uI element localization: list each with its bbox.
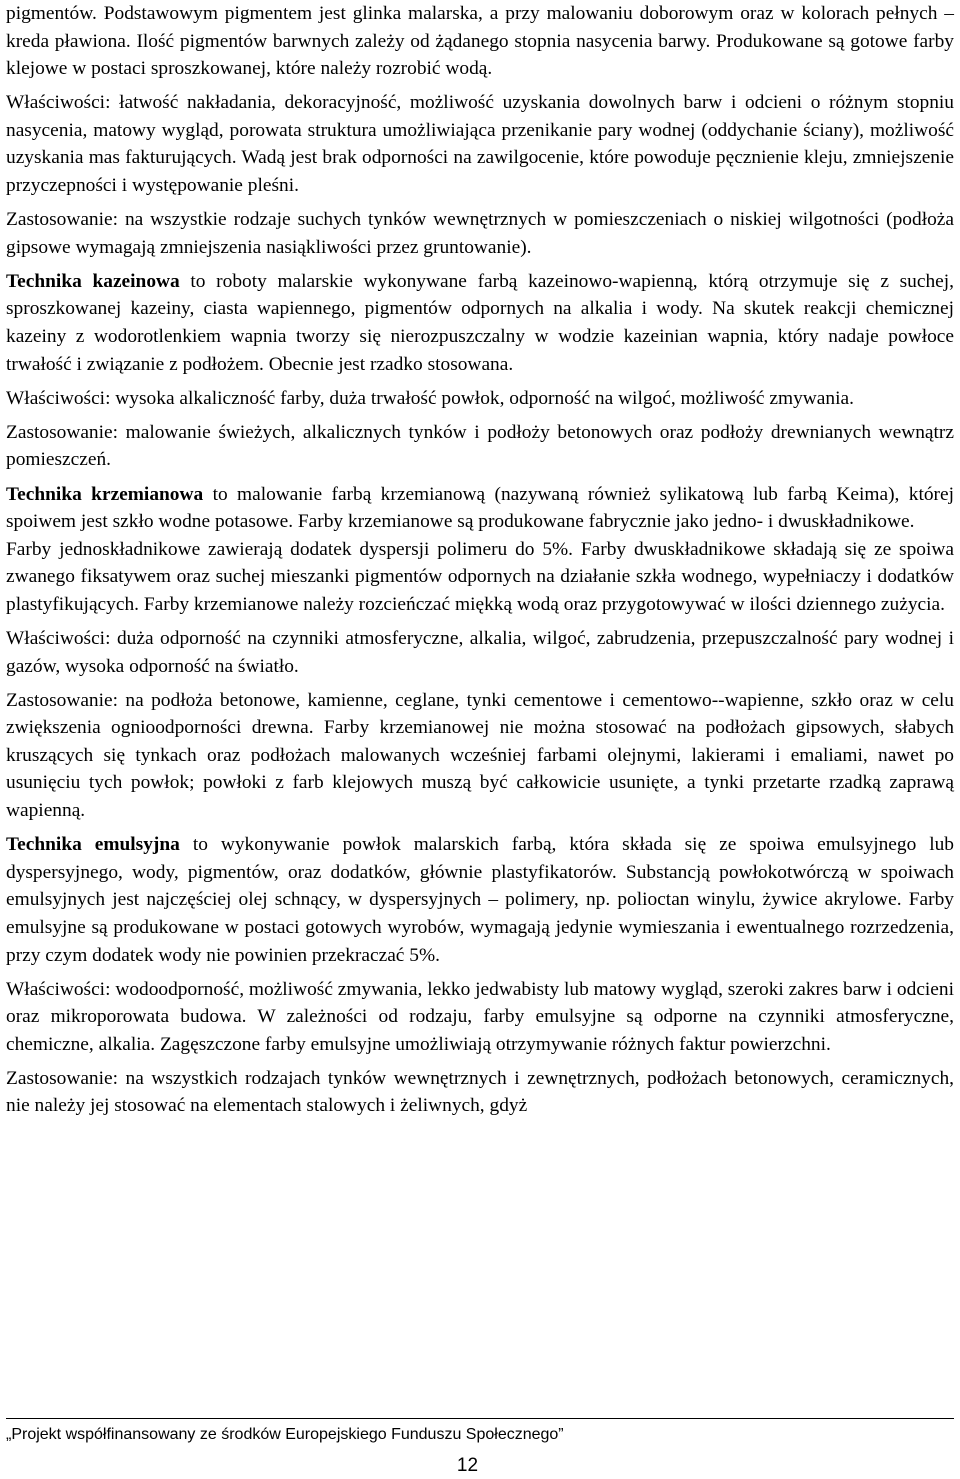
paragraph-krzemianowa-application: Zastosowanie: na podłoża betonowe, kamienne, ceglane, tynki cementowe i cementowo--wapienne, szkło oraz w celu zwiększenia ognioodporności drewna. Farby krzemianowej nie można stosować na podłożach gipsowych, słabych kruszących się tynkach oraz podłożach malowanych wcześniej farbami olejnymi, lakierami i emaliami, nawet po usunięciu tych powłok; powłoki z farb klejowych muszą być całkowicie usunięte, a tynki przetarte rzadką zaprawą wapienną.: [6, 689, 954, 822]
footer-project-note: „Projekt współfinansowany ze środków Europejskiego Funduszu Społecznego”: [6, 1426, 564, 1443]
paragraph-krzemianowa-components: Farby jednoskładnikowe zawierają dodatek dyspersji polimeru do 5%. Farby dwuskładnikowe składają się ze spoiwa zwanego fiksatywem oraz suchej mieszanki pigmentów odpornych na działanie szkła wodnego, wypełniaczy i dodatków plastyfikujących. Farby krzemianowe należy rozcieńczać miękką wodą oraz przygotowywać w ilości dziennego zużycia.: [6, 538, 954, 615]
paragraph-klejowa-application: Zastosowanie: na wszystkie rodzaje suchych tynków wewnętrznych w pomieszczeniach o niskiej wilgotności (podłoża gipsowe wymagają zmniejszenia nasiąkliwości przez gruntowanie).: [6, 209, 954, 258]
document-body: [6, 0, 954, 1120]
paragraph-klejowa-properties: Właściwości: łatwość nakładania, dekoracyjność, możliwość uzyskania dowolnych barw i odcieni o różnym stopniu nasycenia, matowy wygląd, porowata struktura umożliwiająca przenikanie pary wodnej (oddychanie ściany), możliwość uzyskania mas fakturujących. Wadą jest brak odporności na zawilgocenie, które powoduje pęcznienie kleju, zmniejszenie przyczepności i występowanie pleśni.: [6, 92, 954, 197]
term-krzemianowa: Technika krzemianowa: [6, 483, 204, 505]
page-number: 12: [456, 1455, 479, 1476]
paragraph-emulsyjna-properties: Właściwości: wodoodporność, możliwość zmywania, lekko jedwabisty lub matowy wygląd, szeroki zakres barw i odcieni oraz mikroporowata budowa. W zależności od rodzaju, farby emulsyjne są odporne na czynniki atmosferyczne, chemiczne, alkalia. Zagęszczone farby emulsyjne umożliwiają otrzymywanie różnych faktur powierzchni.: [6, 978, 954, 1055]
paragraph-emulsyjna-intro: [6, 831, 954, 969]
paragraph-kazeinowa-text: to roboty malarskie wykonywane farbą kazeinowo-wapienną, którą otrzymuje się z suchej, sproszkowanej kazeiny, ciasta wapiennego, pigmentów odpornych na alkalia i wody. Na skutek reakcji chemicznej kazeiny z wodorotlenkiem wapnia tworzy się nierozpuszczalny w wodzie kazeinian wapnia, który nadaje powłoce trwałość i związanie z podłożem. Obecnie jest rzadko stosowana.: [6, 270, 955, 375]
term-emulsyjna: Technika emulsyjna: [6, 834, 180, 856]
paragraph-kazeinowa-application: Zastosowanie: malowanie świeżych, alkalicznych tynków i podłoży betonowych oraz podłoży drewnianych wewnątrz pomieszczeń.: [6, 421, 954, 471]
term-kazeinowa: Technika kazeinowa: [6, 270, 180, 292]
paragraph-krzemianowa-intro: [6, 481, 954, 536]
footer-divider: [6, 1418, 954, 1419]
paragraph-kazeinowa-intro: [6, 268, 954, 378]
paragraph-emulsyjna-application: Zastosowanie: na wszystkich rodzajach tynków wewnętrznych i zewnętrznych, podłożach betonowych, ceramicznych, nie należy jej stosować na elementach stalowych i żeliwnych, gdyż: [6, 1067, 954, 1117]
paragraph-klejowa-continuation: pigmentów. Podstawowym pigmentem jest glinka malarska, a przy malowaniu doborowym oraz w kolorach pełnych – kreda pławiona. Ilość pigmentów barwnych zależy od żądanego stopnia nasycenia barwy. Produkowane są gotowe farby klejowe w postaci sproszkowanej, które należy rozrobić wodą.: [6, 3, 954, 80]
paragraph-kazeinowa-properties: Właściwości: wysoka alkaliczność farby, duża trwałość powłok, odporność na wilgoć, możliwość zmywania.: [6, 387, 854, 409]
paragraph-emulsyjna-text: to wykonywanie powłok malarskich farbą, która składa się ze spoiwa emulsyjnego lub dyspersyjnego, wody, pigmentów, oraz dodatków, głównie plastyfikatorów. Substancją powłokotwórczą w spoiwach emulsyjnych jest najczęściej olej schnący, w dyspersyjnych – polimery, np. polioctan winylu, żywice akrylowe. Farby emulsyjne są produkowane w postaci gotowych wyrobów, wymagają jedynie wymieszania i ewentualnego rozrzedzenia, przy czym dodatek wody nie powinien przekraczać 5%.: [6, 834, 954, 966]
paragraph-krzemianowa-properties: Właściwości: duża odporność na czynniki atmosferyczne, alkalia, wilgoć, zabrudzenia, przepuszczalność pary wodnej i gazów, wysoka odporność na światło.: [6, 627, 954, 677]
paragraph-krzemianowa-text: to malowanie farbą krzemianową (nazywaną również sylikatową lub farbą Keima), której spoiwem jest szkło wodne potasowe. Farby krzemianowe są produkowane fabrycznie jako jedno- i dwuskładnikowe.: [6, 483, 955, 533]
